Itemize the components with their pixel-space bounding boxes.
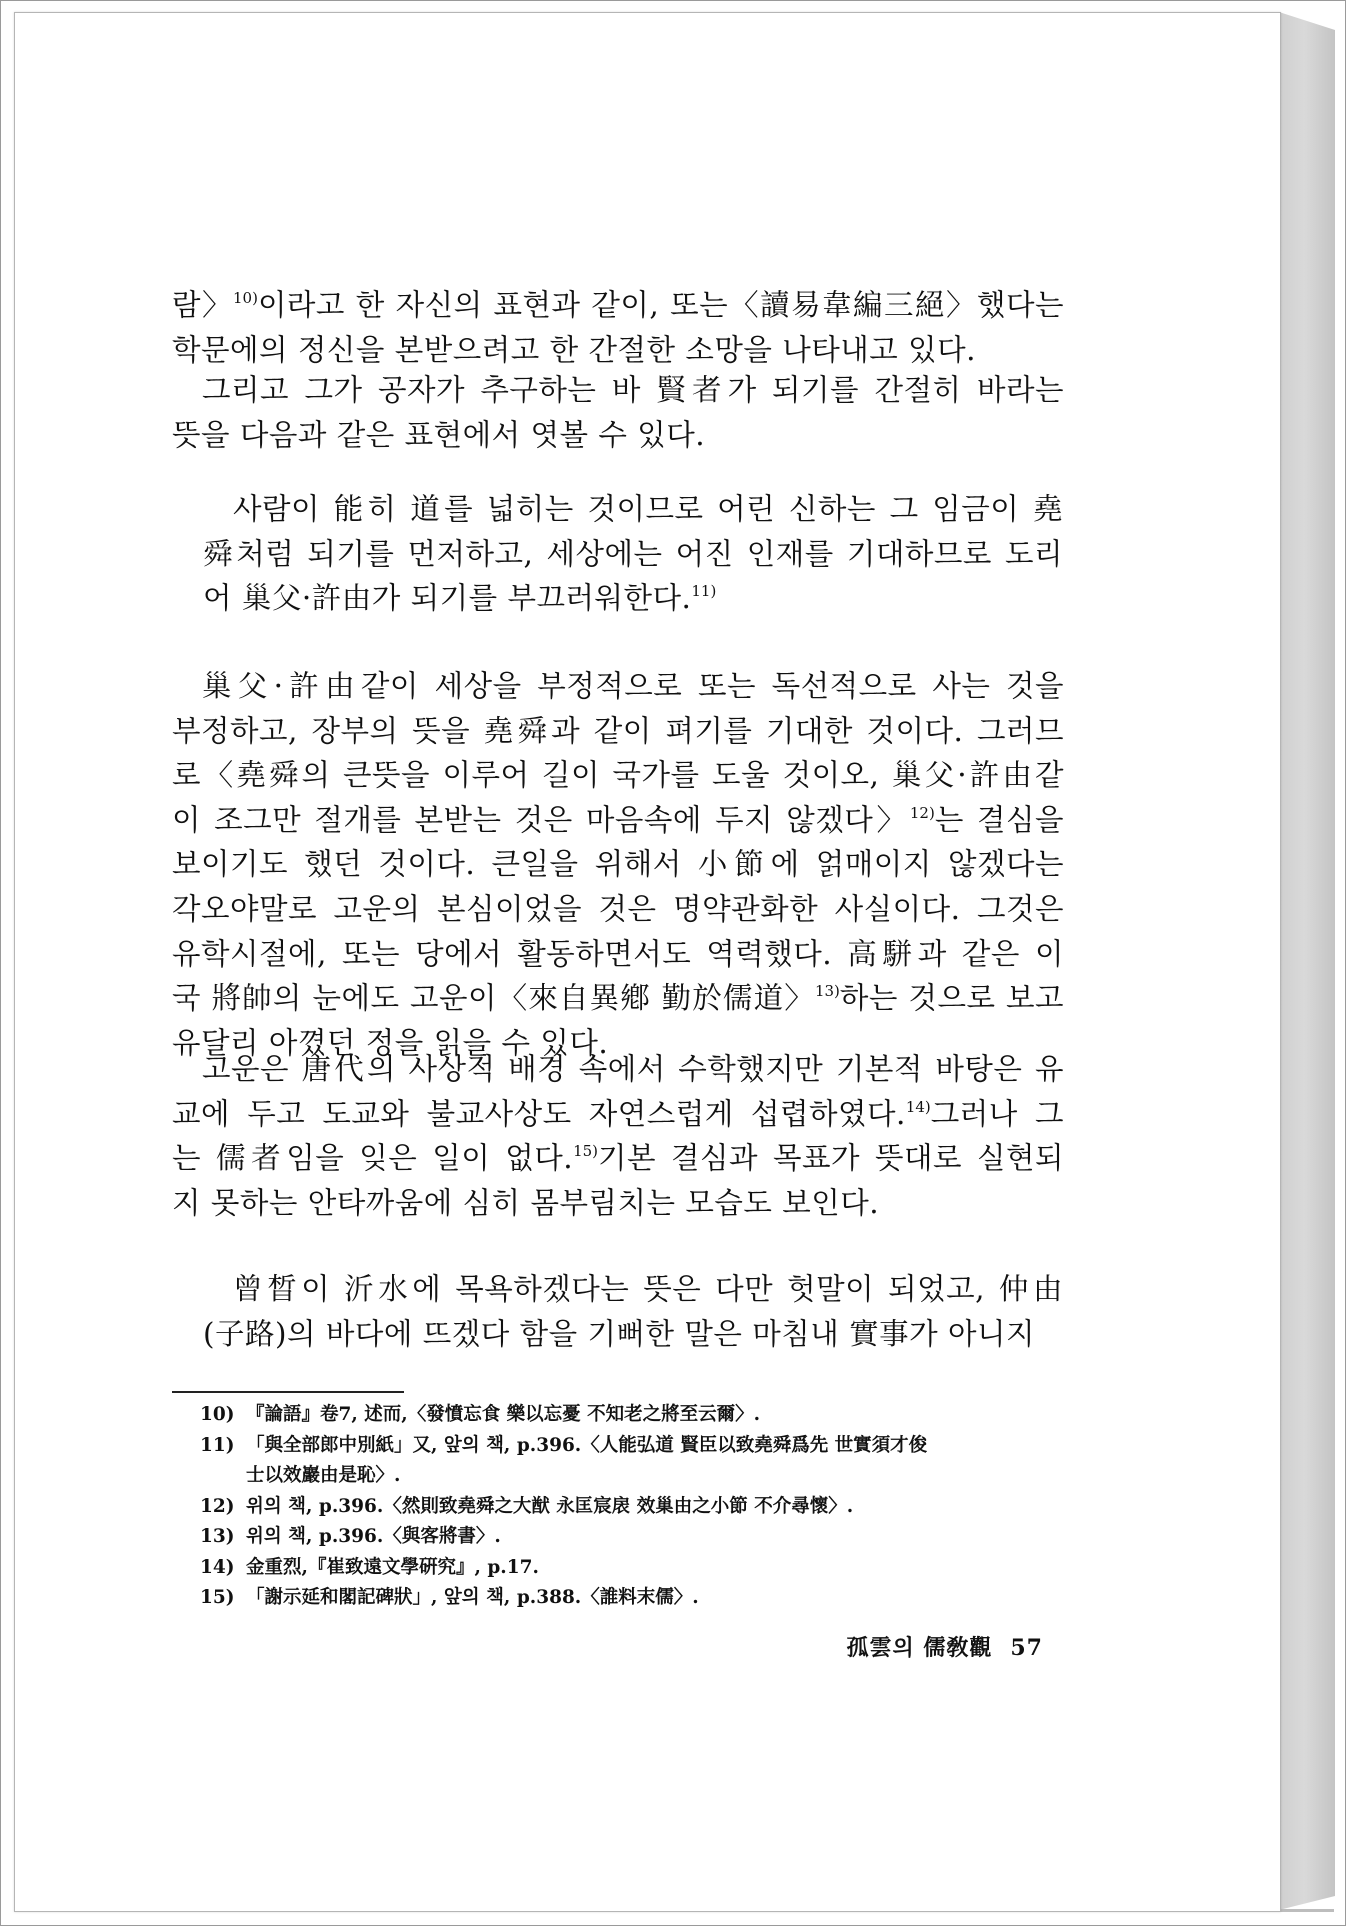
paragraph-2 [172, 368, 1064, 457]
quote-line [203, 487, 1063, 532]
quote-line: 曾晳이 沂水에 목욕하겠다는 뜻은 다만 헛말이 되었고, 仲由 [233, 1272, 1063, 1306]
line-text: 학문에의 정신을 본받으려고 한 간절한 소망을 나타내고 있다. [172, 332, 976, 367]
line-text: 이 조그만 절개를 본받는 것은 마음속에 두지 않겠다〉 [172, 802, 910, 837]
footnote-line: 金重烈,『崔致遠文學硏究』, p.17. [246, 1556, 539, 1578]
running-title: 孤雲의 儒敎觀 [846, 1635, 993, 1661]
line-text: 유달리 아꼈던 정을 읽을 수 있다. [172, 1025, 609, 1060]
block-quote-2 [203, 1267, 1063, 1356]
paragraph-continuation [172, 283, 1064, 372]
footnote-item [200, 1492, 1080, 1523]
footnote-text [246, 1522, 1080, 1553]
paragraph-line [172, 1047, 1064, 1092]
line-text: 는 결심을 [934, 802, 1065, 837]
footnote-line: 『論語』卷7, 述而,〈發憤忘食 樂以忘憂 不知老之將至云爾〉. [246, 1404, 761, 1425]
footnote-item [200, 1553, 1080, 1584]
line-text: 국 將帥의 눈에도 고운이〈來自異鄕 勤於儒道〉 [172, 981, 815, 1016]
footnote-number: 12) [200, 1495, 235, 1517]
line-text: 이라고 한 자신의 표현과 같이, 또는〈讀易韋編三絕〉했다는 [257, 288, 1064, 322]
footnote-number: 11) [200, 1434, 235, 1456]
paragraph-line [172, 976, 1064, 1021]
paragraph-line: 뜻을 다음과 같은 표현에서 엿볼 수 있다. [172, 417, 706, 452]
paragraph-4 [172, 1047, 1064, 1225]
footnote-text [246, 1553, 1080, 1584]
line-text: 고운은 唐代의 사상적 배경 속에서 수학했지만 기본적 바탕은 유 [202, 1052, 1064, 1086]
line-text: 지 못하는 안타까움에 심히 몸부림치는 모습도 보인다. [172, 1185, 880, 1220]
running-footer [846, 1631, 1043, 1662]
footnote-text [246, 1583, 1080, 1614]
paragraph-line [172, 1136, 1064, 1181]
line-text: 부정하고, 장부의 뜻을 堯舜과 같이 펴기를 기대한 것이다. 그러므 [172, 713, 1064, 748]
paragraph-line [172, 283, 1064, 328]
footnote-text [246, 1400, 1080, 1431]
footnote-number: 10) [200, 1404, 235, 1425]
paragraph-line: 그리고 그가 공자가 추구하는 바 賢者가 되기를 간절히 바라는 [202, 373, 1064, 407]
paragraph-line [172, 887, 1064, 932]
footnote-text [246, 1492, 1080, 1523]
line-text: 는 儒者임을 잊은 일이 없다. [172, 1141, 574, 1176]
paragraph-3 [172, 664, 1064, 1065]
line-text: 사람이 能히 道를 넓히는 것이므로 어린 신하는 그 임금이 堯 [233, 492, 1063, 526]
footnote-line: 위의 책, p.396.〈然則致堯舜之大猷 永匡宸扆 效巢由之小節 不介尋懷〉. [246, 1495, 854, 1517]
line-text: 보이기도 했던 것이다. 큰일을 위해서 小節에 얽매이지 않겠다는 [172, 847, 1064, 882]
line-text: 어 巢父·許由가 되기를 부끄러워한다. [203, 581, 692, 616]
footnote-line: 「與全部郎中別紙」又, 앞의 책, p.396.〈人能弘道 賢臣以致堯舜爲先 世實須才俊 [246, 1434, 928, 1456]
line-text: 로〈堯舜의 큰뜻을 이루어 길이 국가를 도울 것이오, 巢父·許由같 [172, 758, 1064, 793]
footnote-marker[interactable]: 13) [814, 982, 840, 1001]
quote-line [203, 532, 1063, 577]
footnote-number: 15) [200, 1587, 235, 1608]
paragraph-line [172, 709, 1064, 754]
footnote-text [246, 1431, 1080, 1492]
line-text: 舜처럼 되기를 먼저하고, 세상에는 어진 인재를 기대하므로 도리 [203, 536, 1063, 571]
page-number: 57 [1010, 1635, 1043, 1661]
paragraph-line [172, 753, 1064, 798]
book-page-edge [1279, 12, 1335, 1910]
line-text: 람〉 [172, 288, 233, 322]
footnote-line: 「謝示延和閣記碑狀」, 앞의 책, p.388.〈誰料末儒〉. [246, 1587, 699, 1608]
paragraph-line [172, 842, 1064, 887]
line-text: 유학시절에, 또는 당에서 활동하면서도 역력했다. 高駢과 같은 이 [172, 936, 1064, 971]
footnotes [200, 1400, 1080, 1614]
line-text: 하는 것으로 보고 [839, 981, 1064, 1016]
footnote-marker[interactable]: 15) [573, 1142, 599, 1161]
footnote-marker[interactable]: 10) [232, 289, 258, 307]
footnote-number: 13) [200, 1526, 235, 1547]
line-text: 각오야말로 고운의 본심이었을 것은 명약관화한 사실이다. 그것은 [172, 891, 1064, 926]
footnote-item [200, 1583, 1080, 1614]
line-text: 기본 결심과 목표가 뜻대로 실현되 [598, 1141, 1065, 1176]
footnote-item [200, 1400, 1080, 1431]
line-text: 巢父·許由같이 세상을 부정적으로 또는 독선적으로 사는 것을 [202, 669, 1064, 703]
paragraph-line [172, 664, 1064, 709]
paragraph-line [172, 1181, 1064, 1226]
footnote-item [200, 1431, 1080, 1492]
block-quote-1 [203, 487, 1063, 621]
paragraph-line [172, 1092, 1064, 1137]
footnote-marker[interactable]: 12) [909, 803, 935, 822]
quote-line: (子路)의 바다에 뜨겠다 함을 기뻐한 말은 마침내 實事가 아니지 [203, 1316, 1035, 1351]
paragraph-line [172, 932, 1064, 977]
footnote-line: 士以效巖由是恥〉. [246, 1465, 401, 1486]
paragraph-line [172, 328, 1064, 373]
footnote-marker[interactable]: 11) [691, 582, 717, 601]
footnote-divider [172, 1391, 404, 1393]
footnote-item [200, 1522, 1080, 1553]
footnote-marker[interactable]: 14) [905, 1097, 931, 1116]
line-text: 그러나 그 [930, 1096, 1064, 1131]
footnote-number: 14) [200, 1556, 235, 1578]
quote-line [203, 576, 1063, 621]
paragraph-line [172, 798, 1064, 843]
line-text: 교에 두고 도교와 불교사상도 자연스럽게 섭렵하였다. [172, 1096, 906, 1131]
footnote-line: 위의 책, p.396.〈與客將書〉. [246, 1526, 501, 1547]
